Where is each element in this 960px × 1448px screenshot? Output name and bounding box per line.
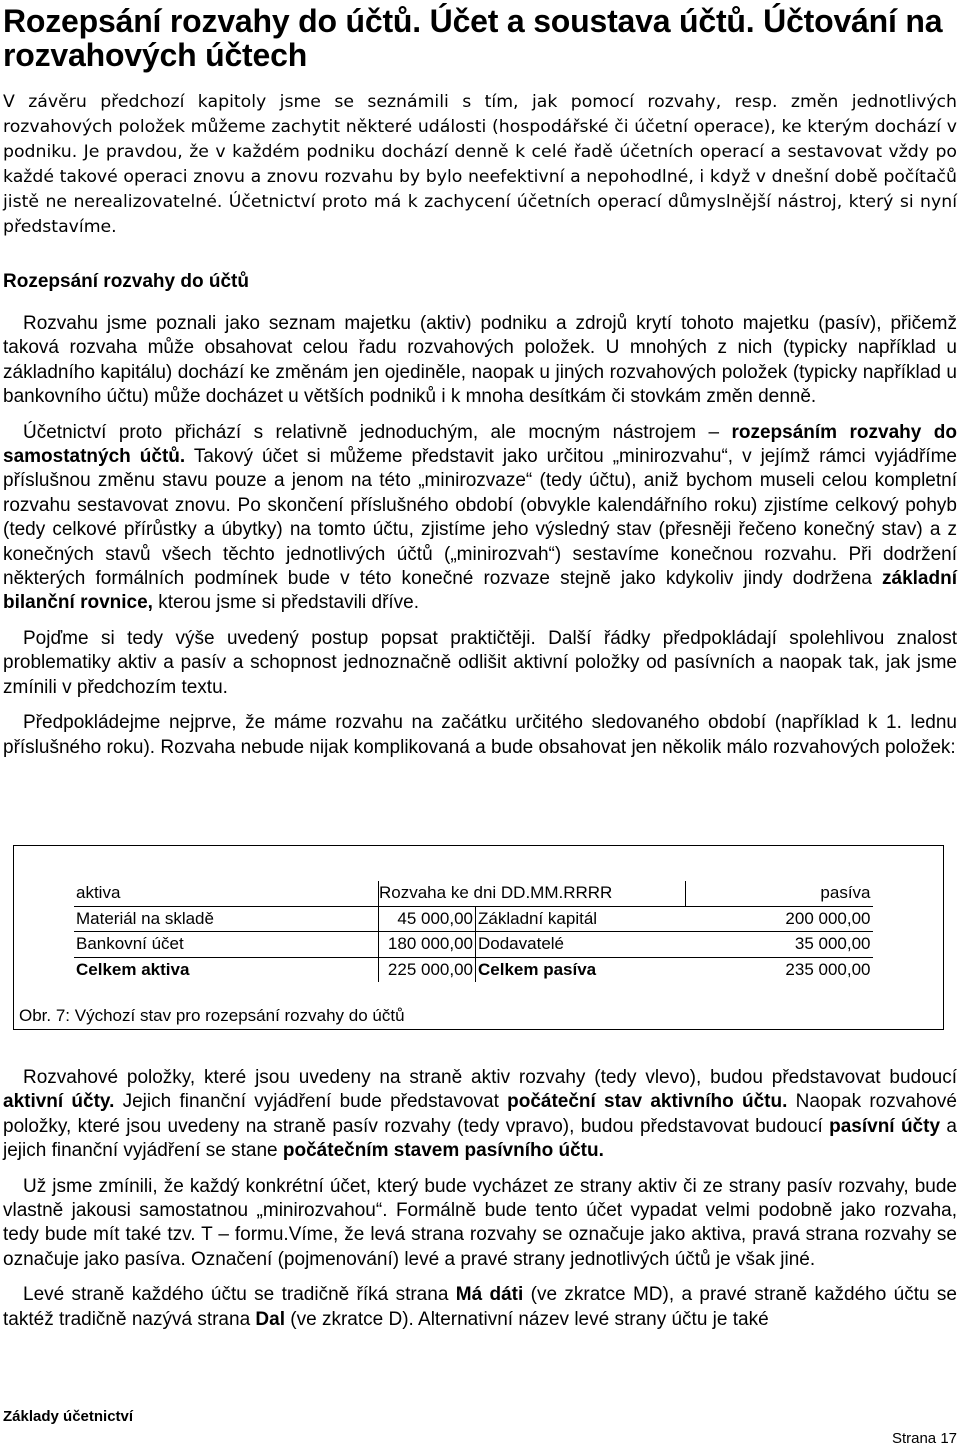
pasiva-label: Dodavatelé: [476, 932, 686, 958]
total-aktiva-value: 225 000,00: [379, 957, 476, 982]
total-pasiva-value: 235 000,00: [785, 960, 871, 980]
paragraph-2-bold-b: základní bilanční rovnice,: [3, 568, 957, 614]
document-continuation: [3, 1066, 957, 1332]
header-aktiva: aktiva: [74, 881, 379, 906]
balance-sheet-table: [74, 881, 873, 982]
pasiva-value: 200 000,00: [685, 906, 873, 932]
table-row: [74, 906, 873, 932]
paragraph-1: Rozvahu jsme poznali jako seznam majetku (aktiv) podniku a zdrojů krytí tohoto majetku (pasív), přičemž taková rozvaha může obsahovat celou řadu rozvahových položek. U mnohých z nich (typicky například u základního kapitálu) dochází ke změnám jen ojediněle, naopak u jiných rozvahových položek (typicky například u bankovního účtu) může docházet u větších podniků i k mnoha desítkám či stovkám změn denně.: [3, 313, 957, 408]
paragraph-5-bold-d: počátečním stavem pasívního účtu.: [282, 1140, 604, 1162]
page-title: Rozepsání rozvahy do účtů. Účet a soustava účtů. Účtování na rozvahových účtech: [3, 3, 943, 73]
aktiva-value: 45 000,00: [379, 906, 476, 932]
header-title: [379, 881, 686, 906]
paragraph-7-bold-a: Má dáti: [455, 1284, 524, 1306]
paragraph-7-text-a: Levé straně každého účtu se tradičně říká strana: [23, 1284, 456, 1306]
paragraph-7: [3, 1283, 957, 1332]
aktiva-label: Bankovní účet: [74, 932, 379, 958]
paragraph-4: Předpokládejme nejprve, že máme rozvahu na začátku určitého sledovaného období (například k 1. lednu příslušného roku). Rozvaha nebude nijak komplikovaná a bude obsahovat jen několik málo rozvahových položek:: [3, 712, 957, 758]
aktiva-value: 180 000,00: [379, 932, 476, 958]
paragraph-5-text-d: a jejich finanční vyjádření se stane: [3, 1115, 957, 1162]
paragraph-5-bold-a: aktivní účty.: [3, 1091, 115, 1113]
document-page: [3, 0, 957, 760]
paragraph-3: Pojďme si tedy výše uvedený postup popsat praktičtěji. Další řádky předpokládají spolehlivou znalost problematiky aktiv a pasív a schopnost jednoznačně odlišit aktivní položky od pasívních a naopak tak, jak jsme zmínili v předchozím textu.: [3, 627, 957, 698]
balance-sheet-figure: [13, 845, 944, 1030]
paragraph-7-bold-b: Dal: [255, 1308, 285, 1330]
paragraph-2: [3, 421, 957, 616]
paragraph-5-bold-c: pasívní účty: [829, 1115, 941, 1137]
footer-page-number: Strana 17: [891, 1430, 957, 1447]
paragraph-2-text-b: Takový účet si můžeme představit jako určitou „minirozvahu“, v jejímž rámci vyjádříme příslušnou změnu stavu pouze a jenom na této „minirozvaze“ (tedy účtu), aniž bychom museli celou kompletní rozvahu sestavovat znovu. Po skončení příslušného období (obvykle kalendářního roku) zjistíme celkový pohyb (tedy celkové přírůstky a úbytky) na tomto účtu, zjistíme jeho výsledný stav (přesněji řečeno konečný stav) a z konečných stavů všech těchto jednotlivých účtů („minirozvah“) sestavíme konečnou rozvahu. Při dodržení některých formálních podmínek bude v této konečné rozvaze stejně jako kdykoliv jindy dodržena: [3, 446, 957, 590]
header-title-text: Rozvaha ke dni DD.MM.RRRR: [379, 883, 613, 903]
paragraph-5: [3, 1066, 957, 1164]
aktiva-label: Materiál na skladě: [74, 906, 379, 932]
paragraph-7-text-b: (ve zkratce MD), a pravé straně každého účtu se taktéž tradičně nazývá strana: [3, 1284, 957, 1330]
table-header-row: [74, 881, 873, 906]
paragraph-5-text-a: Rozvahové položky, které jsou uvedeny na straně aktiv rozvahy (tedy vlevo), budou představovat budoucí: [23, 1067, 957, 1088]
pasiva-value: 35 000,00: [685, 932, 873, 958]
table-total-row: [74, 957, 873, 982]
paragraph-2-text-c: kterou jsme si představili dříve.: [152, 592, 420, 614]
paragraph-5-text-b: Jejich finanční vyjádření bude představovat: [114, 1091, 508, 1113]
paragraph-6: Už jsme zmínili, že každý konkrétní účet, který bude vycházet ze strany aktiv či ze strany pasív rozvahy, bude vlastně jakousi samostatnou „minirozvahou“. Formálně bude tento účet vypadat velmi podobně jako rozvaha, tedy bude mít také tzv. T – formu.Víme, že levá strana rozvahy se označuje jako aktiva, pravá strana rozvahy se označuje jako pasíva. Označení (pojmenování) levé a pravé strany jednotlivých účtů je však jiné.: [3, 1175, 957, 1270]
table-row: [74, 932, 873, 958]
paragraph-5-bold-b: počáteční stav aktivního účtu.: [507, 1091, 788, 1113]
intro-paragraph: V závěru předchozí kapitoly jsme se seznámili s tím, jak pomocí rozvahy, resp. změn jednotlivých rozvahových položek můžeme zachytit některé události (hospodářské či účetní operace), ke kterým dochází v podniku. Je pravdou, že v každém podniku dochází denně k celé řadě účetních operací a sestavovat vždy po každé takové operaci znovu a znovu rozvahu by bylo neefektivní a nepohodlné, i když v dnešní době počítačů jistě ne nerealizovatelné. Účetnictví proto má k zachycení účetních operací důmyslnější nástroj, který si nyní představíme.: [3, 92, 957, 237]
paragraph-2-text-a: Účetnictví proto přichází s relativně jednoduchým, ale mocným nástrojem –: [23, 421, 732, 443]
footer-book-title: Základy účetnictví: [3, 1408, 134, 1425]
paragraph-5-text-c: Naopak rozvahové položky, které jsou uvedeny na straně pasív rozvahy (tedy vpravo), budou představovat budoucí: [3, 1091, 957, 1137]
header-pasiva: pasíva: [685, 881, 873, 906]
paragraph-2-bold-a: rozepsáním rozvahy do samostatných účtů.: [3, 421, 957, 468]
figure-caption: Obr. 7: Výchozí stav pro rozepsání rozvahy do účtů: [19, 1006, 405, 1025]
total-pasiva-label: Celkem pasíva: [478, 960, 597, 980]
pasiva-label: Základní kapitál: [476, 906, 686, 932]
section-heading: Rozepsání rozvahy do účtů: [3, 271, 249, 292]
total-aktiva-label: Celkem aktiva: [74, 957, 379, 982]
paragraph-7-text-c: (ve zkratce D). Alternativní název levé strany účtu je také: [285, 1308, 769, 1330]
